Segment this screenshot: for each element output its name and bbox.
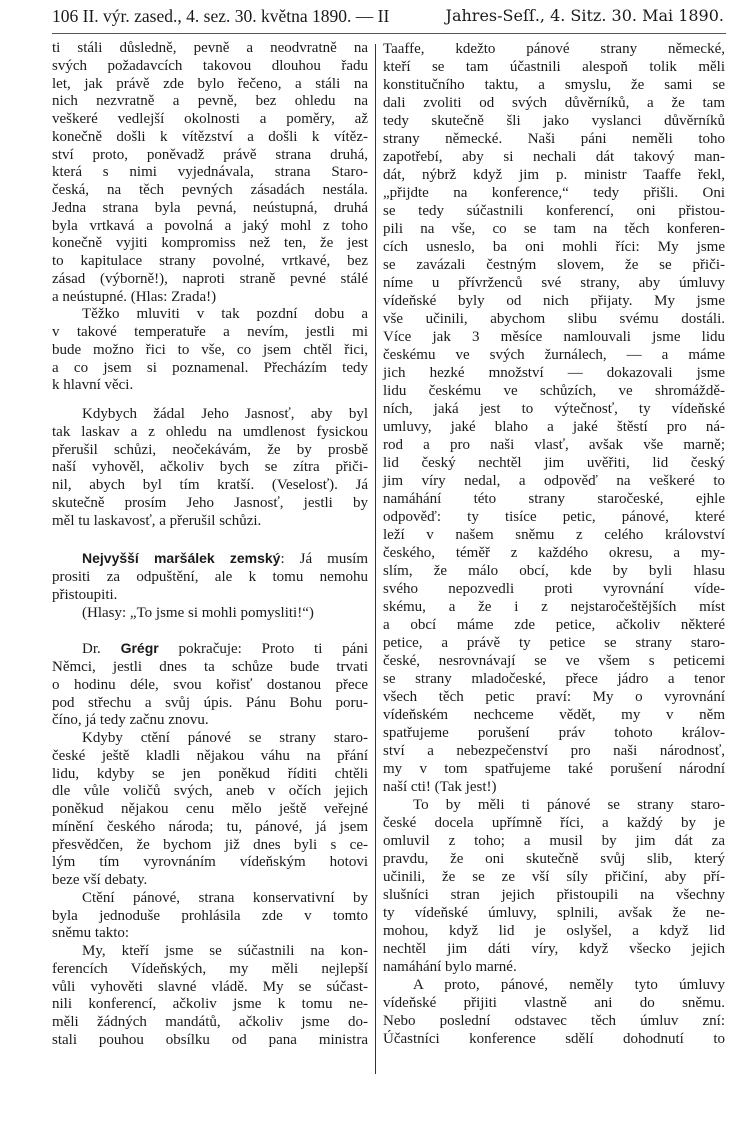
text-line: měl tu laskavosť, a přerušil schůzi.: [52, 512, 262, 529]
speaker-text: : Já musím: [280, 551, 368, 568]
text-line: Taaffe, kdežto pánové strany německé,: [383, 41, 725, 57]
text-line: a obcí máme zde petice, ačkoliv některé: [383, 617, 725, 633]
text-line: pravdu, že oni skutečně svůj slib, který: [383, 851, 725, 867]
text-line: skému, a že i z nejstaročeštějších míst: [383, 599, 725, 615]
text-line: přistoupiti.: [52, 586, 118, 603]
text-line: české ještě kladli nějakou váhu na přání: [52, 747, 368, 764]
text-line: naší vyhověl, ačkoliv bych se zítra přiči-: [52, 459, 368, 476]
text-line: Nebo poslední odstavec těch úmluv zní:: [383, 1013, 725, 1029]
text-line: vídeňském nechceme vědět, my v něm: [383, 707, 725, 723]
text-line: pili na vše, co se tam na těch konferen-: [383, 221, 725, 237]
text-line: vídeňské byly od nich přijaty. My jsme: [383, 293, 725, 309]
text-line: svého nepozvedli proti vyrovnání víde-: [383, 581, 725, 597]
text-line: ství a nebezpečenství pro naši národnosť,: [383, 743, 725, 759]
text-line: namáhání bylo marné.: [383, 959, 517, 975]
text-line: přerušil schůzi, neočekávám, že by prosbě: [52, 441, 368, 458]
text-line: Více jak 3 měsíce namlouvali jsme lidu: [383, 329, 725, 345]
text-line: Těžko mluviti v tak pozdní dobu a: [82, 306, 368, 323]
text-line: let, jak právě zde bylo řečeno, a stáli na: [52, 75, 368, 92]
text-line: bude možno řici to vše, co jsem chtěl řici,: [52, 341, 368, 358]
text-line: zásad (výborně!), naproti straně pevné stálé: [52, 270, 368, 287]
paragraph: [52, 306, 368, 395]
page-header: [52, 6, 724, 27]
text-line: v takové temperatuře a nevím, jestli mi: [52, 324, 368, 340]
text-line: skutečně prosím Jeho Jasnosť, jestli by: [52, 494, 368, 511]
text-line: my v tom spatřujeme také porušení národní: [383, 761, 725, 777]
text-line: číno, já tedy začnu znovu.: [52, 712, 209, 729]
text-line: byla vrtkavá a povolná a jaký mohl z toho: [52, 217, 368, 234]
header-german: Jahres-Seſſ., 4. Sitz. 30. Mai 1890.: [445, 6, 724, 25]
text-line: spatřujeme porušení práv tohoto králov-: [383, 725, 725, 741]
text-line: lidu, kdyby se jen poněkud říditi chtěli: [52, 765, 368, 782]
text-line: beze vší debaty.: [52, 872, 148, 888]
text-line: stali pouhou obsílku od pana ministra: [52, 1031, 368, 1048]
text-line: českému ve svých žurnálech, — a máme: [383, 347, 725, 363]
text-line: o hodinu déle, svou kořisť dostanou přece: [52, 676, 368, 693]
text-line: veškeré vedlejší okolnosti a poměry, až: [52, 111, 368, 127]
text-line: konstitučního taktu, a smyslu, že sami se: [383, 77, 725, 93]
speaker-text: pokračuje: Proto ti páni: [158, 641, 369, 658]
text-line: dali zvoliti od svých důvěrníků, a že tam: [383, 95, 725, 111]
text-line: strany německé. Naši páni neměli toho: [383, 131, 725, 147]
text-line: české, nesrovnávají se ve všem s peticemi: [383, 653, 725, 669]
text-line: (Hlasy: „To jsme si mohli pomysliti!“): [82, 604, 314, 621]
text-line: ti stáli důsledně, pevně a neodvratně na: [52, 40, 368, 56]
text-line: Jedna strana byla pevná, neústupná, druhá: [52, 199, 368, 216]
left-column: [52, 40, 368, 1050]
text-line: Ctění pánové, strana konservativní by: [82, 889, 368, 906]
text-line: sněmu takto:: [52, 925, 130, 942]
text-line: To by měli ti pánové se strany staro-: [413, 797, 725, 813]
text-line: nil, abych byl tím kratší. (Veselosť). Já: [52, 477, 368, 493]
text-line: prositi za odpuštění, ale k tomu nemohu: [52, 569, 368, 585]
text-line: pod střechu a svůj úpis. Pánu Bohu poru-: [52, 694, 368, 711]
text-line: ství proto, poněvadž právě strana druhá,: [52, 146, 368, 163]
text-line: se tedy súčastnili konferencí, oni přistou-: [383, 203, 725, 219]
text-line: odpověď: ty tisíce petic, pánové, které: [383, 509, 725, 525]
text-line: byla jednoduše prohlásila zde v tomto: [52, 907, 368, 924]
text-line: mínění českého národa; tu, pánové, já jsem: [52, 818, 368, 835]
text-line: měli žádných mandátů, ačkoliv jsme do-: [52, 1014, 368, 1030]
text-line: konečně vyjiti kompromiss než ten, že jest: [52, 235, 368, 252]
text-line: petice, a právě ty petice se strany staro-: [383, 635, 725, 651]
text-line: nechtěl jim dáti víry, když všecko jejich: [383, 941, 725, 957]
header-rule: [52, 33, 726, 34]
text-line: mohou, když lid je oslyšel, a když lid: [383, 923, 725, 939]
text-line: umluvy, jaké blaho a jaké štěstí pro ná-: [383, 419, 725, 435]
right-column: [383, 40, 725, 1048]
paragraph: [383, 40, 725, 796]
text-line: české docela upřímně říci, a každý by je: [383, 815, 725, 831]
text-line: se zavázali čestným slovem, že se přiči-: [383, 257, 725, 273]
paragraph: [52, 40, 368, 306]
text-line: se strany mladočeské, přece jádro a tenor: [383, 671, 725, 687]
text-line: Kdybych žádal Jeho Jasnosť, aby byl: [82, 406, 368, 422]
paragraph: [383, 976, 725, 1048]
speaker-name: Nejvyšší maršálek zemský: [82, 550, 281, 567]
speaker-text: Dr.: [82, 641, 121, 658]
text-line: zapotřebí, aby si nechali dát takový man-: [383, 149, 725, 165]
text-line: ních, jaká jest to výtečnosť, ty vídeňské: [383, 401, 725, 417]
paragraph: [52, 605, 368, 623]
text-line: rod a pro naši vlasť, avšak vše marně;: [383, 437, 725, 453]
text-line: česká, na těch pevných zásadách nestála.: [52, 182, 368, 198]
text-line: slím, že málo obcí, kde by byli hlasu: [383, 563, 725, 579]
text-line: lým tím vyrovnáním vídeňským hotovi: [52, 854, 368, 871]
text-line: lid český nechtěl jim uvěřiti, lid český: [383, 455, 725, 471]
text-line: Účastníci konference sdělí dohodnutí to: [383, 1031, 725, 1047]
text-line: poněkud nějakou cenu mělo ještě veřejné: [52, 801, 368, 817]
text-line: českého, téměř z každého okresu, a my-: [383, 545, 725, 561]
speaker-name: Grégr: [120, 640, 159, 657]
text-line: níme u přívrženců své strany, aby úmluvy: [383, 275, 725, 291]
paragraph: [52, 890, 368, 943]
text-line: vůli vyhověti slavné vládě. My se súčast-: [52, 978, 368, 995]
text-line: vídeňské přijiti vlastně ani do sněmu.: [383, 995, 725, 1011]
text-line: tedy skutečně šli jako vyslanci důvěrníků: [383, 113, 725, 129]
paragraph: [52, 406, 368, 530]
text-line: naší cti! (Tak jest!): [383, 779, 497, 795]
text-line: přesvědčen, že bychom již dnes byli s ce-: [52, 836, 368, 853]
text-line: jim víry nedal, a odpověď na veškeré to: [383, 473, 725, 489]
text-line: všech těch petic praví: My o vyrovnání: [383, 689, 725, 705]
text-line: ty vídeňské úmluvy, splnili, avšak že ne-: [383, 905, 725, 921]
text-line: namáhání této strany staročeské, ejhle: [383, 491, 725, 507]
text-line: učinili, že se ze vší síly přičiní, aby pří-: [383, 869, 725, 885]
text-line: Kdyby ctění pánové se strany staro-: [82, 730, 368, 746]
paragraph: [52, 943, 368, 1050]
paragraph: [52, 640, 368, 730]
text-line: A proto, pánové, neměly tyto úmluvy: [413, 977, 725, 993]
text-line: Němci, jestli dnes ta schůze bude trvati: [52, 659, 368, 675]
text-line: a co jsem si poznamenal. Přecházím tedy: [52, 359, 368, 376]
text-line: cích usneslo, ba oni mohli říci: My jsme: [383, 239, 725, 255]
text-line: slušníci stran jejich přistoupili na všechny: [383, 887, 725, 903]
text-line: lidu českému ve schůzích, ve shromáždě-: [383, 383, 725, 399]
header-czech: 106 II. výr. zased., 4. sez. 30. května 1890. — II: [52, 6, 390, 26]
text-line: tak laskav a z ohledu na umdlenost fysickou: [52, 423, 368, 440]
text-line: leží v našem sněmu z celého království: [383, 527, 725, 543]
text-line: „přijdte na konference,“ tedy přišli. Oni: [383, 185, 725, 201]
paragraph: [52, 550, 368, 604]
text-line: konečně došli k vítězství a došli k vítěz-: [52, 128, 368, 145]
text-line: kteří se tam účastnili alespoň tolik měli: [383, 59, 725, 75]
text-line: dát, nýbrž když jim p. ministr Taaffe řekl,: [383, 167, 725, 183]
text-line: dle vůle voličů svých, aneb v očích jejich: [52, 783, 368, 800]
text-line: omluvil z toho; a musil by jim dát za: [383, 833, 725, 849]
speaker-line: [52, 640, 368, 659]
text-line: My, kteří jsme se súčastnili na kon-: [82, 943, 368, 959]
text-line: nili konferencí, ačkoliv jsme k tomu ne-: [52, 996, 368, 1013]
text-line: a neústupné. (Hlas: Zrada!): [52, 288, 217, 305]
text-line: to kapitulace strany povolné, vrtkavé, bez: [52, 253, 368, 269]
text-line: svých požadavcích takovou dlouhou řadu: [52, 57, 368, 74]
paragraph: [52, 730, 368, 890]
text-line: ferencích Vídeňských, my měli nejlepší: [52, 960, 368, 977]
text-line: nich nezvratně a pevně, bez ohledu na: [52, 93, 368, 110]
column-divider: [375, 44, 376, 1074]
text-line: vše učinili, abychom slibu svému dostáli.: [383, 311, 725, 327]
text-line: jich hezké množství — dokazovali jsme: [383, 365, 725, 381]
paragraph: [383, 796, 725, 976]
text-line: k hlavní věci.: [52, 377, 134, 394]
speaker-line: [52, 550, 368, 569]
text-line: která s nimi vyjednávala, strana Staro-: [52, 164, 368, 181]
